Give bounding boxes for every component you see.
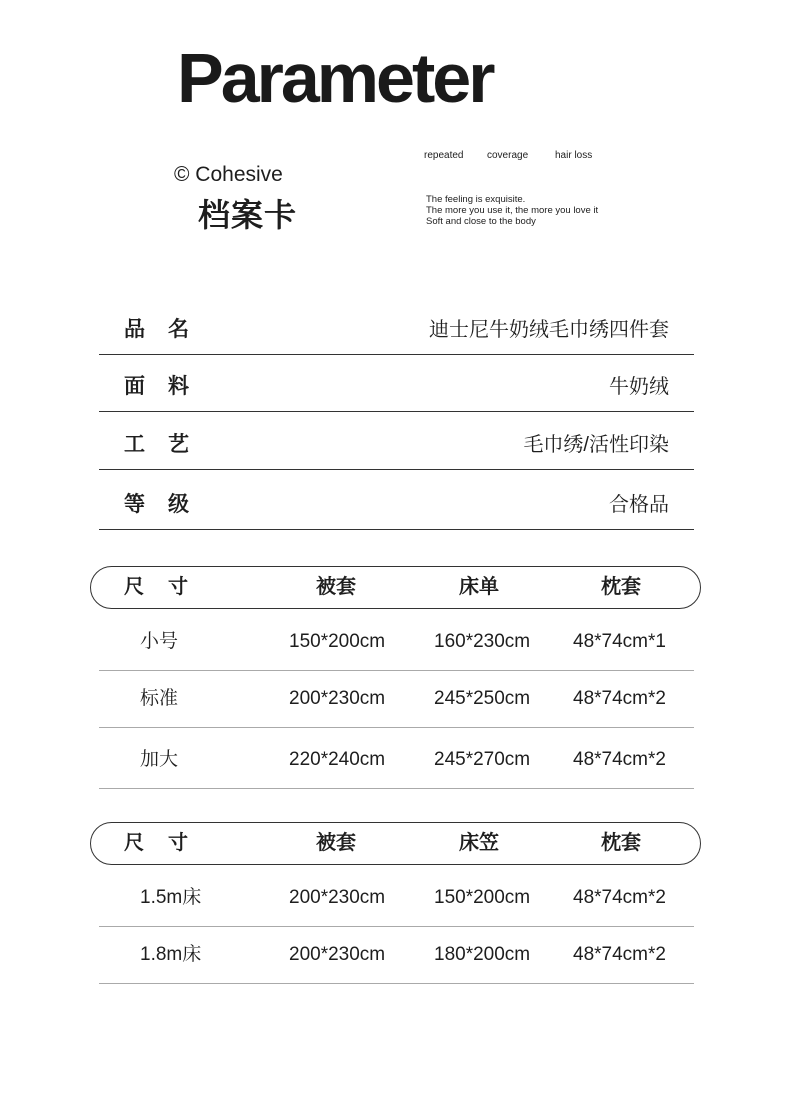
param-label: 面料 bbox=[124, 375, 212, 398]
table-cell: 150*200cm bbox=[434, 887, 531, 908]
table-cell: 245*250cm bbox=[434, 688, 531, 709]
tag-item: repeated bbox=[424, 150, 464, 161]
param-label: 工艺 bbox=[124, 433, 212, 456]
table-row bbox=[99, 728, 694, 789]
table-cell: 48*74cm*2 bbox=[573, 944, 666, 965]
table-cell: 加大 bbox=[140, 749, 179, 770]
table-row bbox=[99, 671, 694, 728]
table-cell: 160*230cm bbox=[434, 631, 531, 652]
param-value: 迪士尼牛奶绒毛巾绣四件套 bbox=[429, 319, 669, 341]
table-cell: 1.5m床 bbox=[140, 887, 202, 908]
table-cell: 48*74cm*2 bbox=[573, 688, 666, 709]
table-row bbox=[99, 867, 694, 927]
table-cell: 245*270cm bbox=[434, 749, 531, 770]
slogan-line: Soft and close to the body bbox=[426, 216, 536, 227]
table-cell: 小号 bbox=[140, 631, 179, 652]
header-cell: 尺寸 bbox=[124, 832, 212, 854]
size-table-header bbox=[90, 566, 701, 609]
slogan bbox=[426, 194, 598, 227]
table-cell: 220*240cm bbox=[289, 749, 386, 770]
brand-subtitle: 档案卡 bbox=[198, 197, 298, 233]
table-cell: 180*200cm bbox=[434, 944, 531, 965]
table-cell: 48*74cm*1 bbox=[573, 631, 666, 652]
header-cell: 床单 bbox=[459, 576, 499, 598]
param-value: 牛奶绒 bbox=[609, 376, 669, 398]
table-cell: 200*230cm bbox=[289, 688, 386, 709]
header-cell: 枕套 bbox=[601, 832, 641, 854]
header-cell: 枕套 bbox=[601, 576, 641, 598]
slogan-line: The more you use it, the more you love it bbox=[426, 205, 599, 216]
page-title: Parameter bbox=[177, 39, 493, 117]
size-table-header bbox=[90, 822, 701, 865]
table-cell: 200*230cm bbox=[289, 887, 386, 908]
tag-item: hair loss bbox=[555, 150, 593, 161]
brand-name: © Cohesive bbox=[174, 163, 283, 186]
param-label: 品名 bbox=[124, 318, 212, 341]
param-row bbox=[99, 412, 694, 470]
header-cell: 床笠 bbox=[459, 832, 499, 854]
table-row bbox=[99, 611, 694, 671]
table-cell: 1.8m床 bbox=[140, 944, 202, 965]
slogan-line: The feeling is exquisite. bbox=[426, 194, 526, 205]
param-row bbox=[99, 472, 694, 530]
table-cell: 标准 bbox=[140, 688, 179, 709]
header-cell: 被套 bbox=[316, 832, 356, 854]
table-cell: 48*74cm*2 bbox=[573, 749, 666, 770]
header-cell: 尺寸 bbox=[124, 576, 212, 598]
table-cell: 200*230cm bbox=[289, 944, 386, 965]
header-cell: 被套 bbox=[316, 576, 356, 598]
param-value: 毛巾绣/活性印染 bbox=[523, 434, 669, 456]
table-cell: 150*200cm bbox=[289, 631, 386, 652]
param-value: 合格品 bbox=[609, 494, 669, 516]
param-label: 等级 bbox=[124, 493, 212, 516]
param-row bbox=[99, 354, 694, 412]
tag-item: coverage bbox=[487, 150, 529, 161]
param-row bbox=[99, 297, 694, 355]
table-row bbox=[99, 927, 694, 984]
table-cell: 48*74cm*2 bbox=[573, 887, 666, 908]
